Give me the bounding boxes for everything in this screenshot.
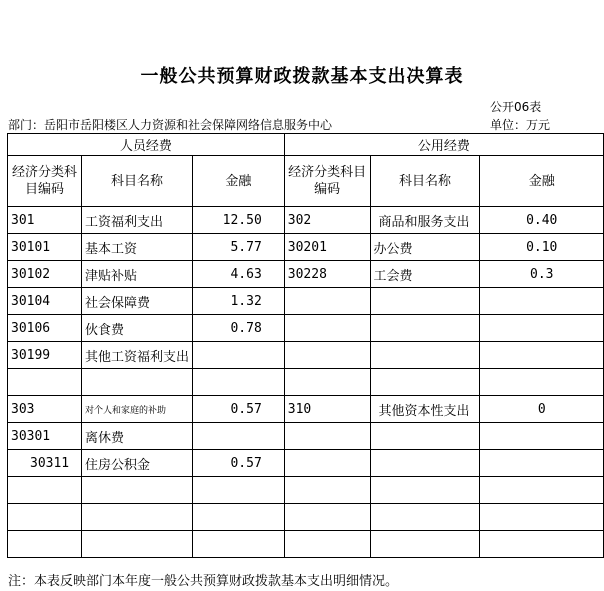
public-amount-cell (480, 477, 604, 504)
personnel-amount-cell: 0.57 (192, 450, 284, 477)
table-row (8, 261, 604, 288)
personnel-amount-cell: 12.50 (192, 207, 284, 234)
public-name-cell (370, 369, 480, 396)
footnote: 注：本表反映部门本年度一般公共预算财政拨款基本支出明细情况。 (8, 574, 399, 589)
personnel-code-cell (8, 531, 82, 558)
section-header-row (8, 134, 604, 156)
personnel-name-cell: 社会保障费 (81, 288, 192, 315)
personnel-amount-cell (192, 531, 284, 558)
column-header-row (8, 156, 604, 207)
personnel-name-cell: 住房公积金 (81, 450, 192, 477)
personnel-amount-cell (192, 477, 284, 504)
public-code-cell (284, 288, 370, 315)
public-code-cell (284, 342, 370, 369)
personnel-amount-cell: 0.57 (192, 396, 284, 423)
personnel-amount-cell: 5.77 (192, 234, 284, 261)
public-code-cell (284, 531, 370, 558)
public-amount-cell (480, 315, 604, 342)
table-row (8, 288, 604, 315)
table-row (8, 207, 604, 234)
public-name-cell (370, 315, 480, 342)
table-row (8, 342, 604, 369)
public-code-cell (284, 369, 370, 396)
personnel-name-cell: 其他工资福利支出 (81, 342, 192, 369)
table-row (8, 234, 604, 261)
public-name-cell (370, 531, 480, 558)
personnel-code-cell: 30106 (8, 315, 82, 342)
personnel-amount-cell: 0.78 (192, 315, 284, 342)
table-row (8, 477, 604, 504)
personnel-amount-cell: 4.63 (192, 261, 284, 288)
public-amount-cell (480, 369, 604, 396)
personnel-amount-cell (192, 423, 284, 450)
header-name: 科目名称 (81, 156, 192, 207)
personnel-code-cell: 301 (8, 207, 82, 234)
table-row (8, 396, 604, 423)
public-name-cell: 其他资本性支出 (370, 396, 480, 423)
public-amount-cell (480, 288, 604, 315)
public-amount-cell (480, 504, 604, 531)
personnel-name-cell: 津贴补贴 (81, 261, 192, 288)
public-name-cell: 商品和服务支出 (370, 207, 480, 234)
public-name-cell (370, 288, 480, 315)
public-name-cell: 办公费 (370, 234, 480, 261)
unit-label: 单位：万元 (490, 118, 551, 132)
public-code-cell (284, 423, 370, 450)
page-title: 一般公共预算财政拨款基本支出决算表 (140, 66, 464, 87)
public-amount-cell (480, 423, 604, 450)
personnel-code-cell (8, 369, 82, 396)
public-code-cell (284, 450, 370, 477)
table-row (8, 315, 604, 342)
public-name-cell (370, 477, 480, 504)
personnel-code-cell (8, 477, 82, 504)
personnel-name-cell (81, 531, 192, 558)
personnel-name-cell (81, 504, 192, 531)
section-personnel: 人员经费 (8, 134, 285, 156)
personnel-name-cell (81, 369, 192, 396)
header-code: 经济分类科目编码 (284, 156, 370, 207)
public-amount-cell (480, 342, 604, 369)
public-name-cell (370, 450, 480, 477)
personnel-code-cell: 30311 (8, 450, 82, 477)
public-amount-cell: 0.10 (480, 234, 604, 261)
personnel-code-cell: 30102 (8, 261, 82, 288)
personnel-amount-cell (192, 504, 284, 531)
table-body (8, 207, 604, 558)
personnel-name-cell (81, 477, 192, 504)
personnel-name-cell: 离休费 (81, 423, 192, 450)
personnel-code-cell: 303 (8, 396, 82, 423)
public-code-cell: 30228 (284, 261, 370, 288)
public-amount-cell: 0.40 (480, 207, 604, 234)
public-name-cell (370, 342, 480, 369)
personnel-code-cell: 30301 (8, 423, 82, 450)
personnel-code-cell: 30104 (8, 288, 82, 315)
table-row (8, 531, 604, 558)
personnel-code-cell (8, 504, 82, 531)
table-row (8, 504, 604, 531)
public-name-cell: 工会费 (370, 261, 480, 288)
public-name-cell (370, 423, 480, 450)
personnel-amount-cell: 1.32 (192, 288, 284, 315)
expenditure-table (7, 133, 604, 558)
header-amount: 金融 (480, 156, 604, 207)
table-row (8, 450, 604, 477)
personnel-name-cell: 伙食费 (81, 315, 192, 342)
table-row (8, 423, 604, 450)
table-row (8, 369, 604, 396)
public-code-cell (284, 477, 370, 504)
personnel-name-cell: 对个人和家庭的补助 (81, 396, 192, 423)
public-amount-cell: 0 (480, 396, 604, 423)
personnel-name-cell: 基本工资 (81, 234, 192, 261)
public-amount-cell (480, 531, 604, 558)
public-amount-cell (480, 450, 604, 477)
public-amount-cell: 0.3 (480, 261, 604, 288)
header-amount: 金融 (192, 156, 284, 207)
personnel-code-cell: 30199 (8, 342, 82, 369)
header-name: 科目名称 (370, 156, 480, 207)
personnel-amount-cell (192, 342, 284, 369)
public-name-cell (370, 504, 480, 531)
header-code: 经济分类科目编码 (8, 156, 82, 207)
form-number: 公开06表 (490, 100, 542, 114)
personnel-name-cell: 工资福利支出 (81, 207, 192, 234)
public-code-cell: 30201 (284, 234, 370, 261)
personnel-amount-cell (192, 369, 284, 396)
department-label: 部门：岳阳市岳阳楼区人力资源和社会保障网络信息服务中心 (8, 118, 333, 132)
section-public: 公用经费 (284, 134, 603, 156)
public-code-cell: 302 (284, 207, 370, 234)
personnel-code-cell: 30101 (8, 234, 82, 261)
public-code-cell: 310 (284, 396, 370, 423)
public-code-cell (284, 315, 370, 342)
public-code-cell (284, 504, 370, 531)
